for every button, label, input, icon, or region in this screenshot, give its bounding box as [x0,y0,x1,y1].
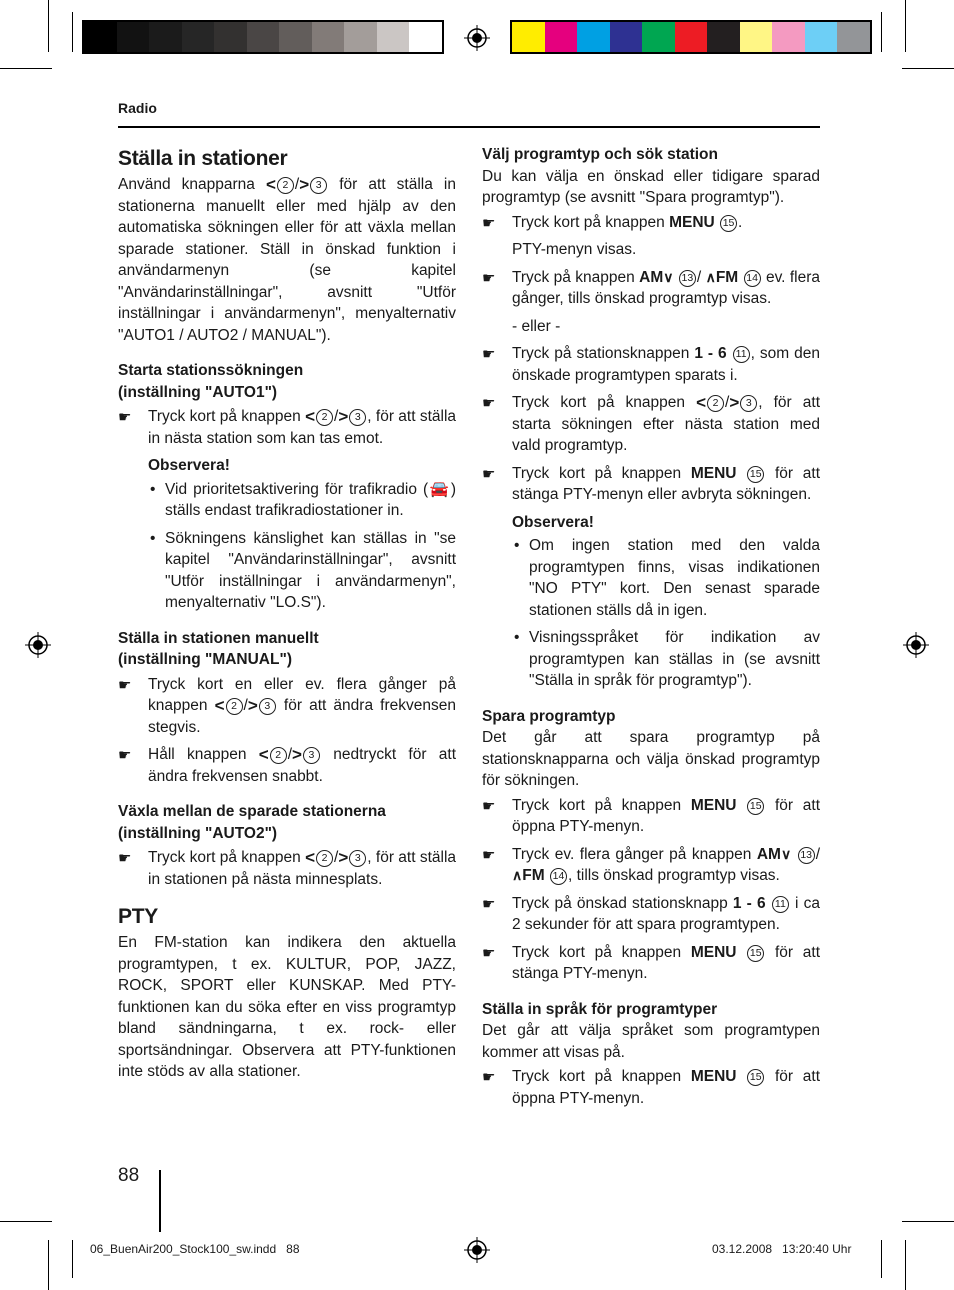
color-swatch [512,22,545,52]
subheading: Starta stationssökningen (inställning "AUTO1") [118,362,304,401]
pointing-hand-icon: ☛ [118,676,132,694]
up-chevron-icon: ∧ [705,268,716,285]
crop-mark [72,12,73,52]
cmyk-color-bar [510,20,872,54]
page-number: 88 [118,1165,140,1186]
language-paragraph: Det går att välja språket som programtypen kommer att visas på. [482,1022,820,1061]
step-list [482,212,820,234]
note-title: Observera! [148,457,230,474]
color-swatch [84,22,117,52]
down-chevron-icon: ∨ [663,268,674,285]
crop-mark [48,0,49,52]
registration-mark-icon [903,632,929,658]
color-swatch [149,22,182,52]
subheading: Växla mellan de sparade stationerna (inställning "AUTO2") [118,803,386,842]
section-title: PTY [118,905,158,928]
color-swatch [577,22,610,52]
or-text: - eller - [512,317,561,335]
color-swatch [675,22,708,52]
subheading: Ställa in stationen manuellt (inställning "MANUAL") [118,629,319,668]
step-list [118,847,456,890]
step-item: ☛ Tryck på knappen AM∨ 13 / ∧FM 14 ev. flera gånger, tills önskad programtyp visas. [482,268,820,307]
result-text: PTY-menyn visas. [512,241,637,258]
crop-mark [902,1221,954,1222]
step-item: ☛ Tryck kort på knappen MENU 15 för att stänga PTY-menyn. [482,943,821,982]
key-number: 3 [310,177,327,194]
step-list [118,674,456,788]
color-swatch [837,22,870,52]
crop-mark [905,0,906,52]
crop-mark [72,1240,73,1278]
registration-mark-icon [464,1237,490,1263]
step-item: ☛ Tryck på önskad stationsknapp 1 - 6 11 i ca 2 sekunder för att spara programtypen. [482,894,821,933]
subheading: Ställa in språk för programtyper [482,1000,718,1018]
pointing-hand-icon: ☛ [482,895,496,913]
color-swatch [377,22,410,52]
folio-rule [159,1170,161,1232]
color-swatch [545,22,578,52]
step-list [482,1066,820,1109]
step-item: ☛ Tryck kort på knappen < 2 /> 3 , för att ställa in stationen på nästa minnesplats. [118,848,457,888]
color-swatch [247,22,280,52]
pointing-hand-icon: ☛ [482,346,496,363]
note-bullet: • Visningsspråket för indikation av programtypen kan ställas in (se avsnitt "Ställa in språk för programtyp"). [514,629,820,689]
color-swatch [707,22,740,52]
step-item: ☛ Tryck kort på knappen MENU 15 . [482,212,820,234]
registration-mark-icon [25,632,51,658]
pointing-hand-icon: ☛ [118,850,132,867]
registration-mark-icon [464,25,490,51]
subheading: Spara programtyp [482,707,616,725]
step-item: ☛ Tryck kort en eller ev. flera gånger på knappen < 2 /> 3 för att ändra frekvensen stegvis. [118,675,456,736]
crop-mark [881,12,882,52]
pointing-hand-icon: ☛ [482,944,496,962]
pointing-hand-icon: ☛ [482,395,496,412]
file-slug: 06_BuenAir200_Stock100_sw.indd 88 [90,1242,300,1256]
timestamp-slug: 03.12.2008 13:20:40 Uhr [712,1242,852,1256]
color-swatch [409,22,442,52]
pointing-hand-icon: ☛ [482,1069,496,1086]
pointing-hand-icon: ☛ [482,214,496,232]
step-list [482,267,820,310]
step-item: ☛ Tryck kort på knappen < 2 /> 3 , för att starta sökningen efter nästa station med vald programtyp. [482,393,820,454]
pointing-hand-icon: ☛ [482,465,496,483]
step-list [118,406,456,449]
save-paragraph: Det går att spara programtyp på stationsknapparna och välja önskad programtyp för sökningen. [482,729,820,789]
subheading: Välj programtyp och sök station [482,146,718,163]
step-item: ☛ Tryck kort på knappen MENU 15 för att stänga PTY-menyn eller avbryta sökningen. [482,464,821,503]
crop-mark [905,1240,906,1290]
pointing-hand-icon: ☛ [118,409,132,426]
pointing-hand-icon: ☛ [482,846,496,864]
step-list [482,795,820,985]
pointing-hand-icon: ☛ [482,797,496,815]
header-rule [118,126,820,128]
step-item: ☛ Tryck kort på knappen MENU 15 för att öppna PTY-menyn. [482,796,821,835]
color-swatch [312,22,345,52]
note-bullets [482,535,820,692]
color-swatch [610,22,643,52]
section-title: Ställa in stationer [118,147,288,170]
step-item: ☛ Tryck kort på knappen < 2 /> 3 , för att ställa in nästa station som kan tas emot. [118,407,457,447]
note-bullets [118,479,456,614]
color-swatch [772,22,805,52]
running-head: Radio [118,100,157,116]
right-arrow-icon: > [299,175,310,194]
note-bullet: • Om ingen station med den valda programtypen finns, visas indikationen "NO PTY" kort. Den senast sparade stationen ställs då in igen. [514,537,820,619]
intro-paragraph: Använd knapparna < 2 /> 3 för att ställa in stationerna manuellt eller med hjälp av den automatiska sökningen eller för att växla mellan sparade stationer. Ställ in önskad funktion i användarmenyn (se kapitel "Användarinställningar", avsnitt "Utför inställningar i användarmenyn", menyalternativ "AUTO1 / AUTO2 / MANUAL"). [118,175,456,344]
note-bullet: • Vid prioritetsaktivering för trafikradio (🚘) ställs endast trafikradiostationer in. [150,480,456,519]
color-swatch [214,22,247,52]
left-arrow-icon: < [265,175,276,194]
step-item: ☛ Tryck kort på knappen MENU 15 för att öppna PTY-menyn. [482,1068,821,1107]
pty-paragraph: En FM-station kan indikera den aktuella programtypen, t ex. KULTUR, POP, JAZZ, ROCK, SPORT eller KUNSKAP. Med PTY-funktionen kan du söka efter en viss programtyp bland sändningarna, t ex. rock- eller sportsändningar. Observera att PTY-funktionen inte stöds av alla stationer. [118,934,456,1080]
crop-mark [0,1221,52,1222]
crop-mark [48,1240,49,1290]
gray-color-bar [82,20,444,54]
pointing-hand-icon: ☛ [482,269,496,287]
color-swatch [344,22,377,52]
color-swatch [117,22,150,52]
step-item: ☛ Tryck ev. flera gånger på knappen AM∨ 13 / ∧FM 14 , tills önskad programtyp visas. [482,845,820,884]
note-bullet: • Sökningens känslighet kan ställas in "se kapitel "Användarinställningar", avsnitt "Utför inställningar i användarmenyn", menyalternativ "LO.S"). [150,529,456,611]
key-number: 2 [277,177,294,194]
right-column [482,140,820,1115]
step-item: ☛ Håll knappen < 2 /> 3 nedtryckt för att ändra frekvensen snabbt. [118,745,457,785]
crop-mark [881,1240,882,1278]
color-swatch [805,22,838,52]
color-swatch [740,22,773,52]
crop-mark [0,68,52,69]
color-swatch [642,22,675,52]
color-swatch [182,22,215,52]
pointing-hand-icon: ☛ [118,747,132,764]
left-column [118,140,456,1083]
select-paragraph: Du kan välja en önskad eller tidigare sparad programtyp (se avsnitt "Spara programtyp"). [482,167,820,206]
step-list [482,343,820,506]
traffic-radio-icon: 🚘 [428,480,451,498]
color-swatch [279,22,312,52]
note-title: Observera! [512,513,594,531]
crop-mark [902,68,954,69]
step-item: ☛ Tryck på stationsknappen 1 - 6 11 , som den önskade programtypen sparats i. [482,345,820,384]
